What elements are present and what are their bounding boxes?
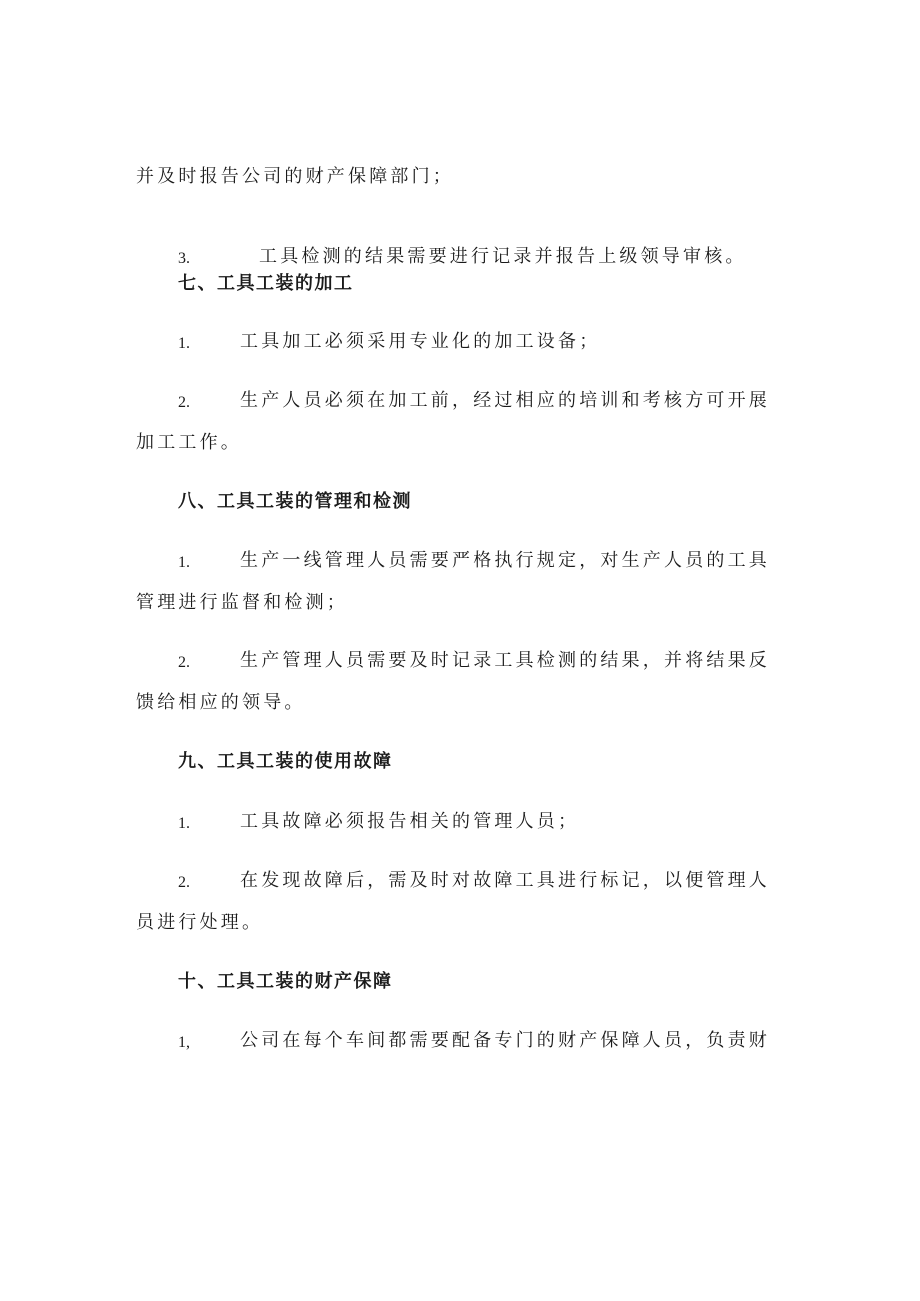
section-heading-9: 九、工具工装的使用故障 xyxy=(178,751,393,772)
list-item-continuation: 管理进行监督和检测； xyxy=(136,592,348,613)
list-item-text: 工具检测的结果需要进行记录并报告上级领导审核。 xyxy=(259,246,747,267)
section-heading-10: 十、工具工装的财产保障 xyxy=(178,971,393,992)
list-item-text: 生产一线管理人员需要严格执行规定，对生产人员的工具 xyxy=(240,550,770,571)
list-item-text: 工具故障必须报告相关的管理人员； xyxy=(240,811,580,832)
list-item-text: 在发现故障后，需及时对故障工具进行标记，以便管理人 xyxy=(240,870,770,891)
list-item-text: 生产管理人员需要及时记录工具检测的结果，并将结果反 xyxy=(240,650,770,671)
item-number: 3. xyxy=(178,250,190,267)
list-item-text: 公司在每个车间都需要配备专门的财产保障人员，负责财 xyxy=(240,1030,770,1051)
item-number: 1. xyxy=(178,554,190,571)
paragraph-continuation: 并及时报告公司的财产保障部门； xyxy=(136,166,454,187)
item-number: 2. xyxy=(178,654,190,671)
list-item-continuation: 员进行处理。 xyxy=(136,912,264,933)
item-number: 2. xyxy=(178,874,190,891)
list-item-text: 生产人员必须在加工前，经过相应的培训和考核方可开展 xyxy=(240,390,770,411)
item-number: 1, xyxy=(178,1034,190,1051)
item-number: 1. xyxy=(178,335,190,352)
section-heading-7: 七、工具工装的加工 xyxy=(178,273,354,294)
item-number: 2. xyxy=(178,394,190,411)
list-item-continuation: 加工工作。 xyxy=(136,432,242,453)
section-heading-8: 八、工具工装的管理和检测 xyxy=(178,491,412,512)
list-item-continuation: 馈给相应的领导。 xyxy=(136,692,306,713)
item-number: 1. xyxy=(178,815,190,832)
list-item-text: 工具加工必须采用专业化的加工设备； xyxy=(240,331,601,352)
